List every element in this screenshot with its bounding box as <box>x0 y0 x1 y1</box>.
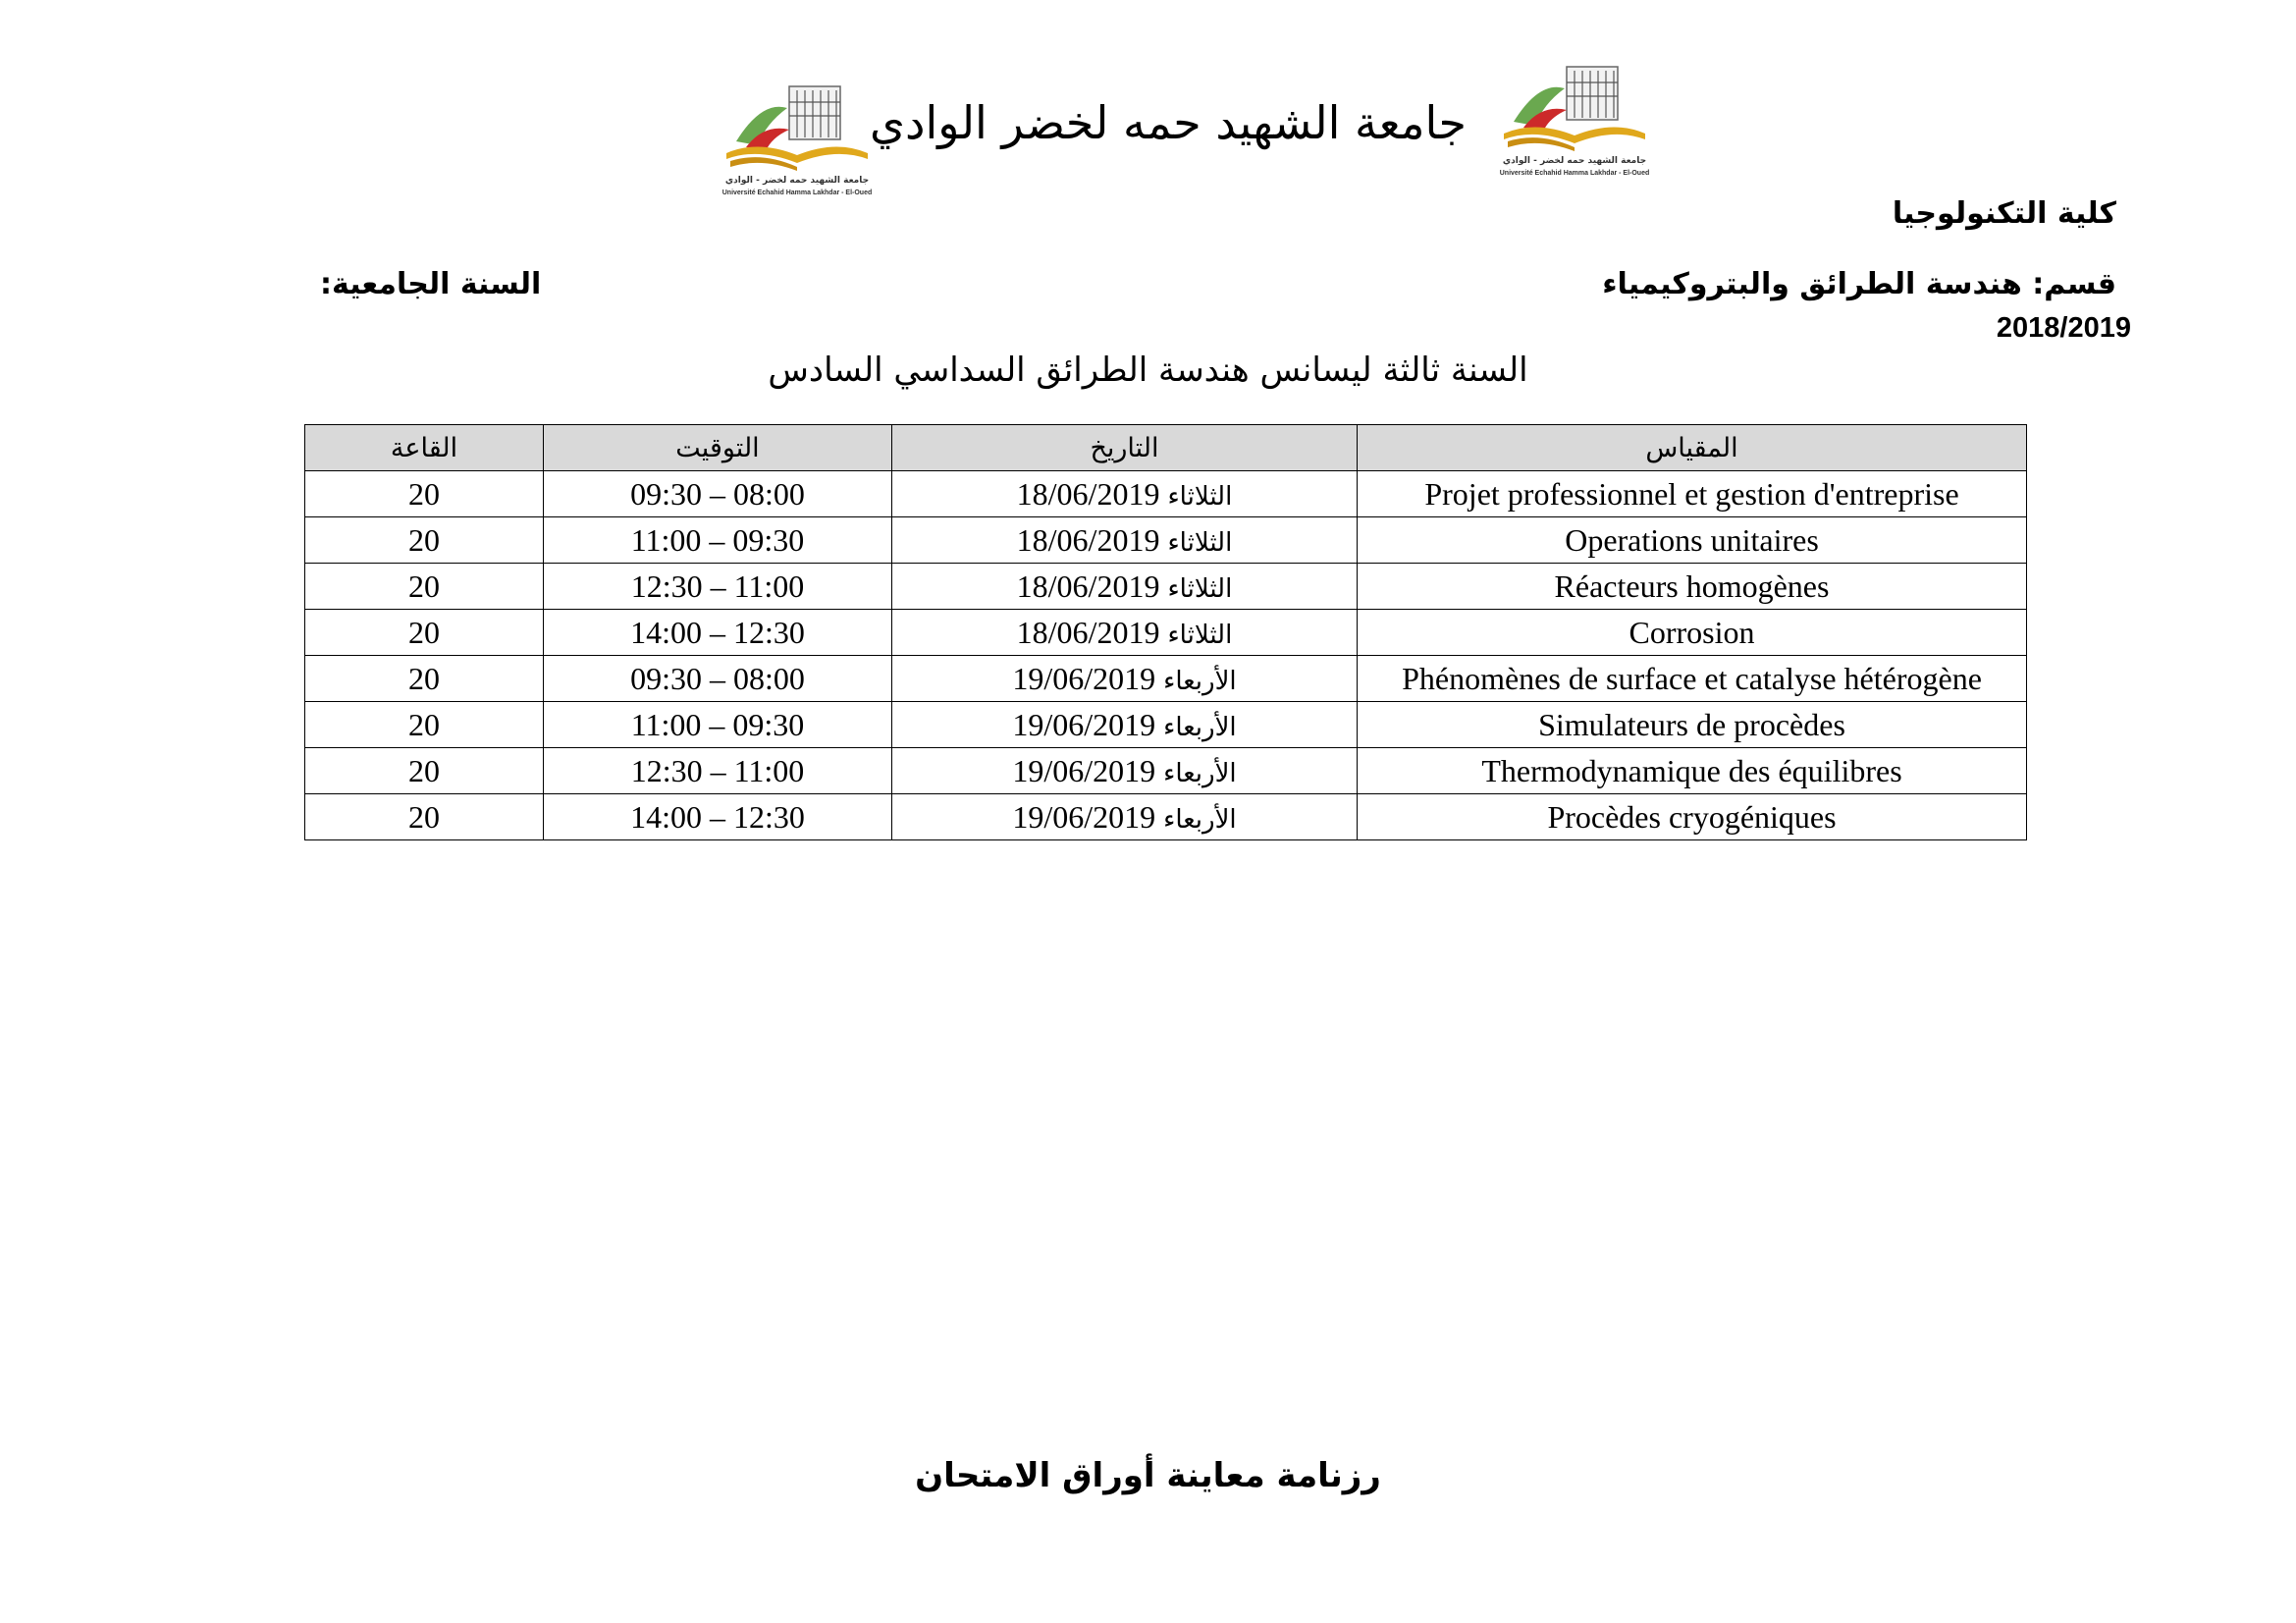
cell-room: 20 <box>305 748 544 794</box>
cell-room: 20 <box>305 517 544 564</box>
university-logo-right <box>1496 61 1653 181</box>
footer-title: رزنامة معاينة أوراق الامتحان <box>915 1456 1381 1495</box>
table-row <box>305 610 2027 656</box>
faculty-name: كلية التكنولوجيا <box>1892 196 2116 231</box>
cell-module: Projet professionnel et gestion d'entreprise <box>1358 471 2027 517</box>
cell-module: Phénomènes de surface et catalyse hétérogène <box>1358 656 2027 702</box>
cell-room: 20 <box>305 471 544 517</box>
cell-date-value: 19/06/2019 <box>1012 660 1156 696</box>
cell-module: Simulateurs de procèdes <box>1358 702 2027 748</box>
cell-date <box>892 656 1358 702</box>
exam-schedule-table <box>304 424 2027 840</box>
table-row <box>305 748 2027 794</box>
logo-caption-ar-left: جامعة الشهيد حمه لخضر - الوادي <box>724 176 870 186</box>
cell-day: الأربعاء <box>1163 804 1237 835</box>
cell-date-value: 18/06/2019 <box>1016 568 1160 604</box>
schedule-subtitle: السنة ثالثة ليسانس هندسة الطرائق السداسي السادس <box>768 351 1528 390</box>
table-row <box>305 517 2027 564</box>
cell-module: Réacteurs homogènes <box>1358 564 2027 610</box>
cell-time: 12:30 – 11:00 <box>544 564 892 610</box>
header-date: التاريخ <box>892 425 1358 471</box>
cell-module: Procèdes cryogéniques <box>1358 794 2027 840</box>
cell-time: 11:00 – 09:30 <box>544 517 892 564</box>
table-row <box>305 564 2027 610</box>
cell-room: 20 <box>305 794 544 840</box>
cell-date <box>892 471 1358 517</box>
cell-date <box>892 748 1358 794</box>
cell-date-value: 18/06/2019 <box>1016 614 1160 650</box>
cell-room: 20 <box>305 656 544 702</box>
cell-module: Corrosion <box>1358 610 2027 656</box>
table-row <box>305 794 2027 840</box>
cell-module: Operations unitaires <box>1358 517 2027 564</box>
university-name: جامعة الشهيد حمه لخضر الوادي <box>870 96 1467 149</box>
cell-day: الثلاثاء <box>1167 481 1233 512</box>
cell-date-value: 19/06/2019 <box>1012 798 1156 835</box>
logo-caption-fr-right: Université Echahid Hamma Lakhdar - El-Oued <box>1499 170 1650 177</box>
academic-year-label: السنة الجامعية: <box>320 267 542 301</box>
cell-date <box>892 517 1358 564</box>
table-row <box>305 471 2027 517</box>
cell-date-value: 18/06/2019 <box>1016 475 1160 512</box>
cell-time: 09:30 – 08:00 <box>544 471 892 517</box>
header-room: القاعة <box>305 425 544 471</box>
cell-date-value: 19/06/2019 <box>1012 752 1156 788</box>
department-name: قسم: هندسة الطرائق والبتروكيمياء <box>1602 267 2116 301</box>
cell-date-value: 18/06/2019 <box>1016 521 1160 558</box>
cell-room: 20 <box>305 702 544 748</box>
logo-caption-fr-left: Université Echahid Hamma Lakhdar - El-Oued <box>721 189 873 196</box>
table-row <box>305 656 2027 702</box>
cell-day: الثلاثاء <box>1167 573 1233 604</box>
academic-year-value: 2018/2019 <box>1996 312 2131 344</box>
cell-time: 14:00 – 12:30 <box>544 610 892 656</box>
cell-day: الثلاثاء <box>1167 527 1233 558</box>
cell-date <box>892 564 1358 610</box>
cell-date-value: 19/06/2019 <box>1012 706 1156 742</box>
cell-time: 14:00 – 12:30 <box>544 794 892 840</box>
cell-room: 20 <box>305 564 544 610</box>
header-time: التوقيت <box>544 425 892 471</box>
cell-day: الأربعاء <box>1163 758 1237 788</box>
header-module: المقياس <box>1358 425 2027 471</box>
cell-day: الأربعاء <box>1163 712 1237 742</box>
cell-date <box>892 610 1358 656</box>
cell-room: 20 <box>305 610 544 656</box>
cell-day: الثلاثاء <box>1167 620 1233 650</box>
cell-time: 12:30 – 11:00 <box>544 748 892 794</box>
cell-time: 09:30 – 08:00 <box>544 656 892 702</box>
cell-date <box>892 702 1358 748</box>
cell-module: Thermodynamique des équilibres <box>1358 748 2027 794</box>
cell-day: الأربعاء <box>1163 666 1237 696</box>
logo-caption-ar-right: جامعة الشهيد حمه لخضر - الوادي <box>1502 156 1647 166</box>
table-header-row <box>305 425 2027 471</box>
table-row <box>305 702 2027 748</box>
cell-time: 11:00 – 09:30 <box>544 702 892 748</box>
cell-date <box>892 794 1358 840</box>
